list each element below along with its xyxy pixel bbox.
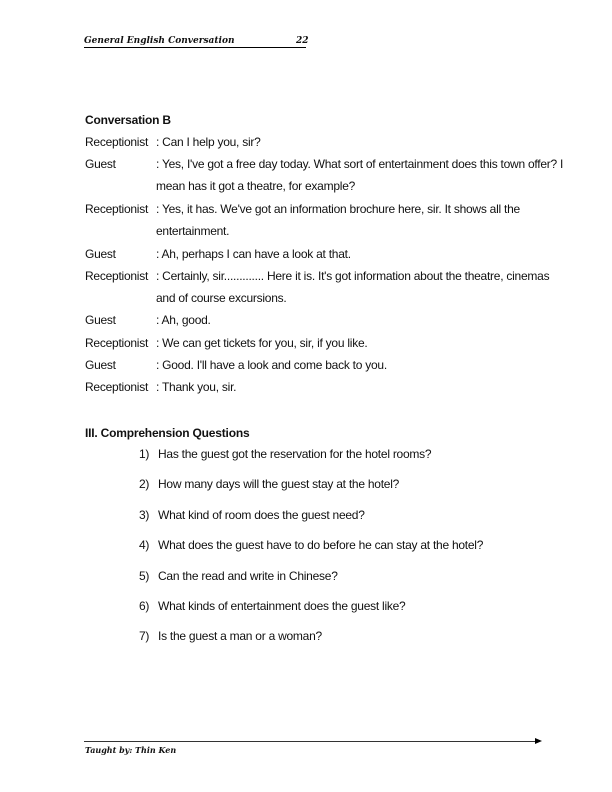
question-text: How many days will the guest stay at the hotel? xyxy=(158,477,400,492)
question-number: 5) xyxy=(139,568,150,583)
question-item xyxy=(139,508,365,522)
question-number: 3) xyxy=(139,507,150,522)
question-text: What kinds of entertainment does the guest like? xyxy=(158,599,406,613)
dialogue-text xyxy=(156,358,387,380)
dialogue-text xyxy=(156,313,211,335)
footer-rule xyxy=(84,741,536,742)
dialogue-text-line: and of course excursions. xyxy=(156,290,287,305)
dialogue-text-line: : Good. I'll have a look and come back to you. xyxy=(156,358,387,372)
question-item xyxy=(139,599,405,613)
footer-author: Taught by: Thin Ken xyxy=(85,745,177,755)
question-item xyxy=(139,538,483,552)
speaker-label: Receptionist xyxy=(85,335,149,350)
page-number: 22 xyxy=(296,36,309,46)
dialogue-text-line: entertainment. xyxy=(156,223,230,238)
question-item xyxy=(139,477,399,491)
dialogue-text-line: : Certainly, sir............. Here it is. It's got information about the theatre, cinemas xyxy=(156,268,550,283)
speaker-label: Receptionist xyxy=(85,268,149,283)
dialogue-text-line: : Thank you, sir. xyxy=(156,380,237,395)
question-number: 2) xyxy=(139,477,150,492)
speaker-label: Receptionist xyxy=(85,135,149,149)
speaker-label: Receptionist xyxy=(85,380,149,395)
question-text: What does the guest have to do before he can stay at the hotel? xyxy=(158,538,484,553)
header-title: General English Conversation xyxy=(84,36,235,46)
question-text: Has the guest got the reservation for the hotel rooms? xyxy=(158,447,432,461)
dialogue-text-line: : Can I help you, sir? xyxy=(156,135,261,149)
speaker-label: Guest xyxy=(85,358,116,372)
conversation-heading: Conversation B xyxy=(85,113,171,127)
dialogue-text-line: : We can get tickets for you, sir, if you like. xyxy=(156,335,368,350)
dialogue-text xyxy=(156,269,549,313)
header-rule xyxy=(84,47,306,48)
dialogue-text xyxy=(156,202,520,246)
question-text: What kind of room does the guest need? xyxy=(158,507,365,522)
question-item xyxy=(139,629,322,643)
dialogue-text-line: : Yes, it has. We've got an information brochure here, sir. It shows all the xyxy=(156,201,520,216)
comprehension-heading: III. Comprehension Questions xyxy=(85,426,250,440)
dialogue-text xyxy=(156,135,261,157)
dialogue-text xyxy=(156,247,351,269)
question-number: 7) xyxy=(139,629,150,644)
dialogue-text-line: mean has it got a theatre, for example? xyxy=(156,179,356,194)
question-number: 1) xyxy=(139,447,150,461)
dialogue-text xyxy=(156,336,367,358)
speaker-label: Guest xyxy=(85,313,116,328)
question-item xyxy=(139,569,338,583)
speaker-label: Guest xyxy=(85,246,116,261)
dialogue-text xyxy=(156,157,563,201)
question-number: 6) xyxy=(139,599,150,613)
question-item xyxy=(139,447,431,461)
dialogue-text-line: : Ah, perhaps I can have a look at that. xyxy=(156,246,351,261)
question-text: Is the guest a man or a woman? xyxy=(158,629,322,644)
dialogue-text-line: : Ah, good. xyxy=(156,313,211,328)
speaker-label: Guest xyxy=(85,157,116,172)
speaker-label: Receptionist xyxy=(85,201,149,216)
dialogue-text xyxy=(156,380,236,402)
arrow-right-icon xyxy=(535,738,542,744)
dialogue-text-line: : Yes, I've got a free day today. What sort of entertainment does this town offer? I xyxy=(156,157,564,172)
question-number: 4) xyxy=(139,538,150,553)
question-text: Can the read and write in Chinese? xyxy=(158,568,338,583)
